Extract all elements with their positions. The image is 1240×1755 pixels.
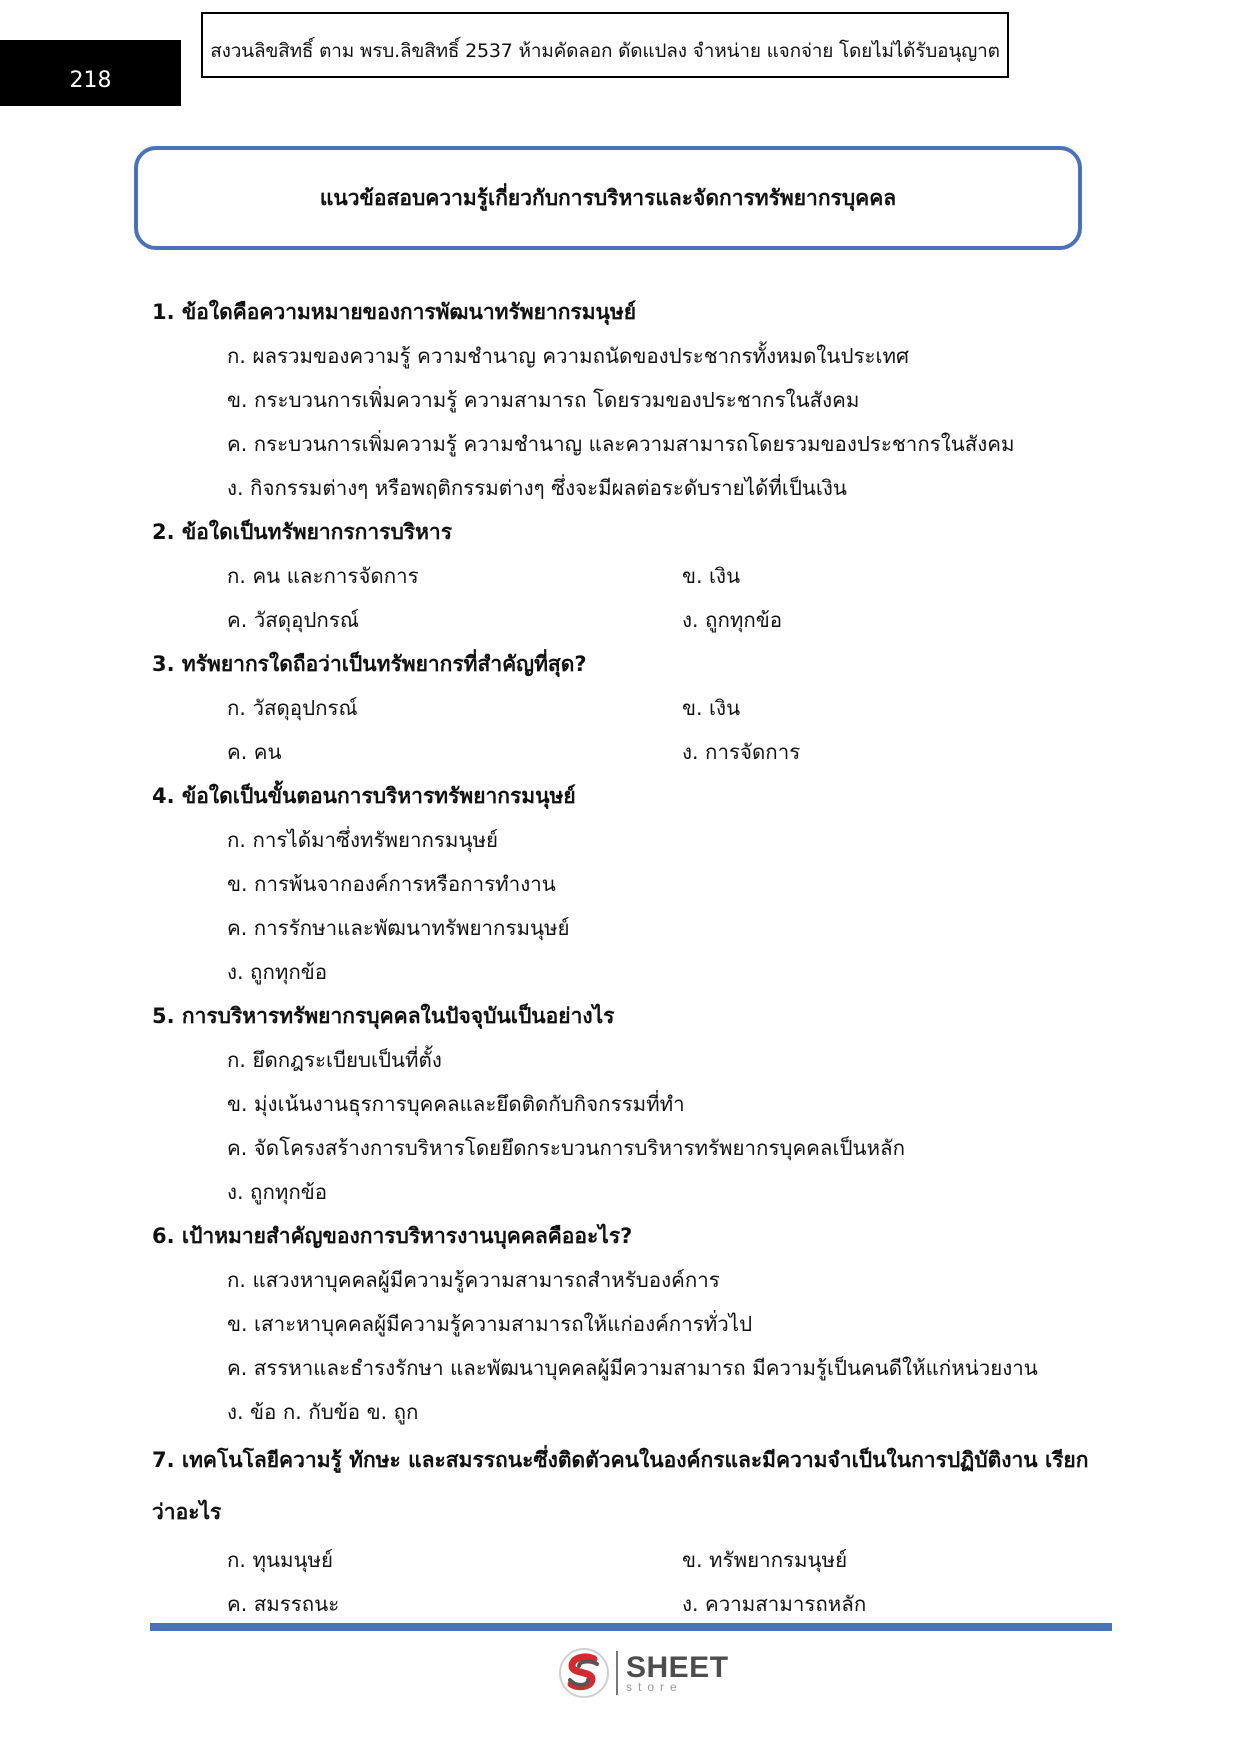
option-3a: ก. วัสดุอุปกรณ์ bbox=[227, 696, 358, 720]
option-4d: ง. ถูกทุกข้อ bbox=[227, 960, 328, 984]
page-number bbox=[0, 40, 181, 106]
option-row bbox=[152, 598, 1102, 642]
option-7c: ค. สมรรถนะ bbox=[227, 1592, 340, 1616]
option-row bbox=[152, 730, 1102, 774]
option-6c: ค. สรรหาและธำรงรักษา และพัฒนาบุคคลผู้มีความสามารถ มีความรู้เป็นคนดีให้แก่หน่วยงาน bbox=[227, 1356, 1038, 1380]
option-4c: ค. การรักษาและพัฒนาทรัพยากรมนุษย์ bbox=[227, 916, 570, 940]
option-5a: ก. ยึดกฎระเบียบเป็นที่ตั้ง bbox=[227, 1048, 442, 1072]
option-row bbox=[152, 686, 1102, 730]
option-7b: ข. ทรัพยากรมนุษย์ bbox=[682, 1548, 848, 1572]
question-4: 4. ข้อใดเป็นขั้นตอนการบริหารทรัพยากรมนุษย์ bbox=[152, 784, 576, 808]
option-2d: ง. ถูกทุกข้อ bbox=[682, 608, 783, 632]
logo-sub: store bbox=[626, 1680, 683, 1694]
copyright-text: สงวนลิขสิทธิ์ ตาม พรบ.ลิขสิทธิ์ 2537 ห้ามคัดลอก ดัดแปลง จำหน่าย แจกจ่าย โดยไม่ได้รับอนุญาต bbox=[210, 40, 1000, 62]
option-6a: ก. แสวงหาบุคคลผู้มีความรู้ความสามารถสำหรับองค์การ bbox=[227, 1268, 720, 1292]
option-1a: ก. ผลรวมของความรู้ ความชำนาญ ความถนัดของประชากรทั้งหมดในประเทศ bbox=[227, 344, 910, 368]
option-3b: ข. เงิน bbox=[682, 696, 741, 720]
option-1c: ค. กระบวนการเพิ่มความรู้ ความชำนาญ และความสามารถโดยรวมของประชากรในสังคม bbox=[227, 432, 1015, 456]
option-1d: ง. กิจกรรมต่างๆ หรือพฤติกรรมต่างๆ ซึ่งจะมีผลต่อระดับรายได้ที่เป็นเงิน bbox=[227, 476, 847, 500]
option-1b: ข. กระบวนการเพิ่มความรู้ ความสามารถ โดยรวมของประชากรในสังคม bbox=[227, 388, 860, 412]
option-4b: ข. การพ้นจากองค์การหรือการทำงาน bbox=[227, 872, 556, 896]
question-6: 6. เป้าหมายสำคัญของการบริหารงานบุคคลคืออะไร? bbox=[152, 1224, 633, 1248]
question-2: 2. ข้อใดเป็นทรัพยากรการบริหาร bbox=[152, 520, 452, 544]
option-7a: ก. ทุนมนุษย์ bbox=[227, 1548, 334, 1572]
option-row bbox=[152, 554, 1102, 598]
question-1: 1. ข้อใดคือความหมายของการพัฒนาทรัพยากรมนุษย์ bbox=[152, 300, 637, 324]
option-row bbox=[152, 1582, 1102, 1626]
page-number-text: 218 bbox=[69, 67, 112, 93]
option-2c: ค. วัสดุอุปกรณ์ bbox=[227, 608, 359, 632]
option-3c: ค. คน bbox=[227, 740, 282, 764]
question-7: 7. เทคโนโลยีความรู้ ทักษะ และสมรรถนะซึ่งติดตัวคนในองค์กรและมีความจำเป็นในการปฏิบัติงาน เรียกว่าอะไร bbox=[152, 1448, 1089, 1524]
option-5d: ง. ถูกทุกข้อ bbox=[227, 1180, 328, 1204]
option-6b: ข. เสาะหาบุคคลผู้มีความรู้ความสามารถให้แก่องค์การทั่วไป bbox=[227, 1312, 753, 1336]
question-3: 3. ทรัพยากรใดถือว่าเป็นทรัพยากรที่สำคัญที่สุด? bbox=[152, 652, 587, 676]
question-5: 5. การบริหารทรัพยากรบุคคลในปัจจุบันเป็นอย่างไร bbox=[152, 1004, 615, 1028]
option-2a: ก. คน และการจัดการ bbox=[227, 564, 419, 588]
option-4a: ก. การได้มาซึ่งทรัพยากรมนุษย์ bbox=[227, 828, 498, 852]
section-title: แนวข้อสอบความรู้เกี่ยวกับการบริหารและจัดการทรัพยากรบุคคล bbox=[319, 185, 897, 210]
option-3d: ง. การจัดการ bbox=[682, 740, 801, 764]
copyright-notice bbox=[201, 12, 1009, 78]
footer-divider bbox=[150, 1623, 1112, 1631]
sheet-store-logo bbox=[558, 1646, 729, 1700]
logo-name: SHEET bbox=[626, 1651, 729, 1684]
logo-divider bbox=[616, 1651, 618, 1695]
section-title-box bbox=[134, 146, 1082, 250]
option-2b: ข. เงิน bbox=[682, 564, 741, 588]
option-row bbox=[152, 1538, 1102, 1582]
option-7d: ง. ความสามารถหลัก bbox=[682, 1592, 867, 1616]
option-5b: ข. มุ่งเน้นงานธุรการบุคคลและยึดติดกับกิจกรรมที่ทำ bbox=[227, 1092, 685, 1116]
option-6d: ง. ข้อ ก. กับข้อ ข. ถูก bbox=[227, 1400, 419, 1424]
logo-text bbox=[626, 1653, 729, 1693]
option-5c: ค. จัดโครงสร้างการบริหารโดยยึดกระบวนการบริหารทรัพยากรบุคคลเป็นหลัก bbox=[227, 1136, 905, 1160]
question-list bbox=[152, 290, 1102, 1626]
sheet-logo-icon bbox=[558, 1647, 610, 1699]
